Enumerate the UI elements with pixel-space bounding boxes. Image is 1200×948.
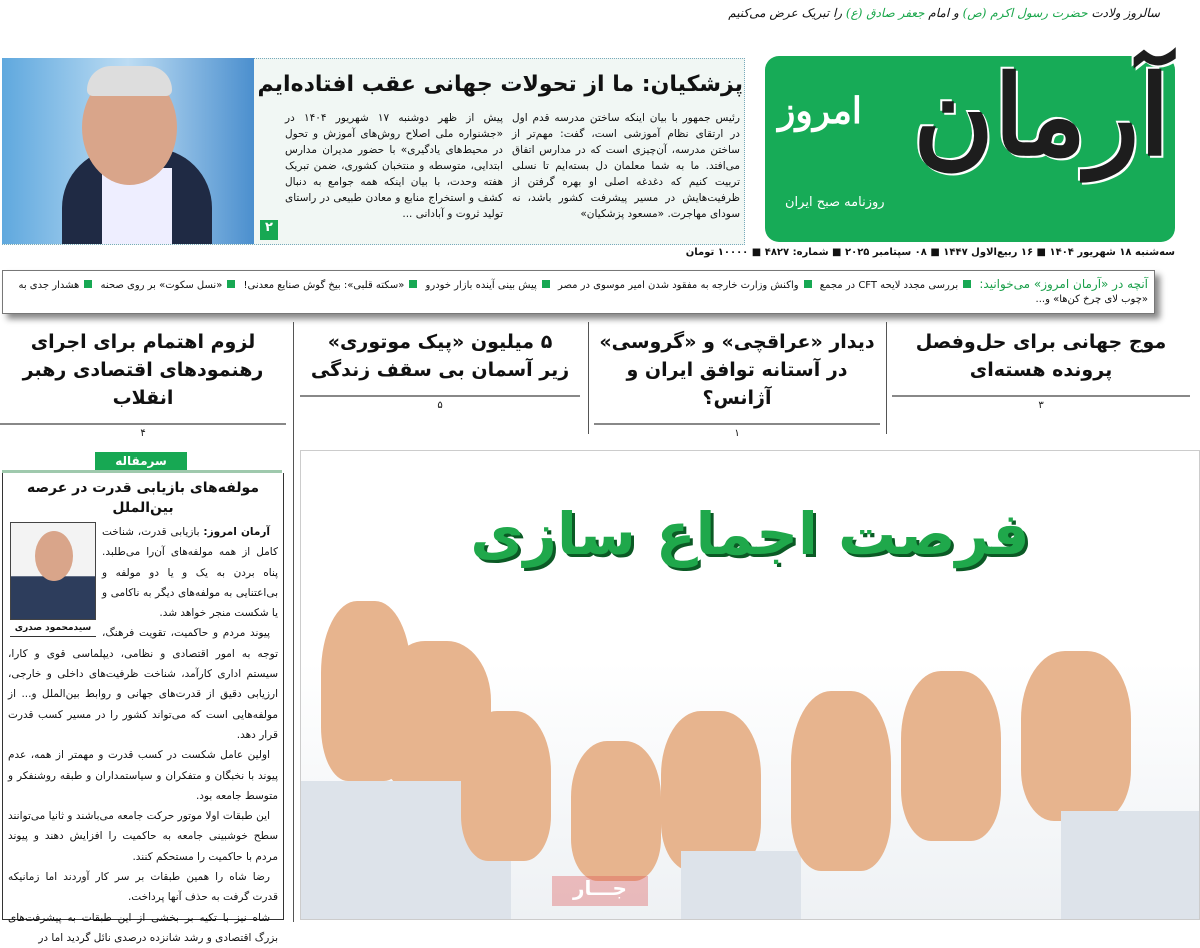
headline-4[interactable]: لزوم اهتمام برای اجرای رهنمودهای اقتصادی رهبر انقلاب ۴ [0,328,286,432]
contents-ticker [2,270,1155,314]
masthead-banner: سالروز ولادت حضرت رسول اکرم (ص) و امام جعفر صادق (ع) را تبریک عرض می‌کنیم [728,6,1160,20]
editorial-title[interactable]: مولفه‌های بازیابی قدرت در عرصه بین‌الملل [27,480,259,516]
column-divider [886,322,887,434]
column-divider [293,322,294,922]
ticker-item[interactable]: «سکته قلبی»: بیخ گوش صنایع معدنی! [243,280,405,291]
dateline: سه‌شنبه ۱۸ شهریور ۱۴۰۴ ■ ۱۶ ربیع‌الاول ۱۴۴۷ ■ ۰۸ سپتامبر ۲۰۲۵ ■ شماره: ۴۸۲۷ ■ ۱۰۰۰۰ تومان [685,247,1175,258]
ticker-item[interactable]: واکنش وزارت خارجه به مفقود شدن امیر موسوی در مصر [557,280,799,291]
ticker-item[interactable]: پیش بینی آینده بازار خودرو [425,280,537,291]
top-story-column-left: پیش از ظهر دوشنبه ۱۷ شهریور ۱۴۰۴ در «جشنواره ملی اصلاح روش‌های آموزش و تحول در محیط‌های یادگیری» با حضور مدیران مدارس ابتدایی، متوسطه و منتخبان کشوری، ضمن تبریک هفته وحدت، با بیان اینکه همه جوامع به دنبال کشف و استخراج منابع و معادن طبیعی در راستای تولید ثروت و آبادانی ... [285,112,503,220]
column-divider [588,322,589,434]
president-photo [2,58,254,244]
page-number-badge: ۲ [260,220,278,240]
logo-subtitle: امروز [778,90,862,132]
editorial-body: مولفه‌های بازیابی قدرت در عرصه بین‌الملل سیدمحمود صدری آرمان امروز: بازیابی قدرت، شناخت کامل از همه مولفه‌های آن‌را می‌طلبد. پناه بردن به یک و یا دو مولفه و بی‌اعتنایی به مولفه‌های دیگر به ناکامی و یا شکست منجر خواهد شد. پیوند مردم و حاکمیت، تقویت فرهنگ، توجه به امور اقتصادی و نظامی، دیپلماسی قوی و کارا، سیستم اداری کارآمد، شناخت ظرفیت‌های داخلی و خارجی، ارزیابی دقیق از قدرت‌های جهانی و روابط بین‌الملل و... از مولفه‌هایی است که می‌تواند کشور را در مسیر کسب قدرت قرار دهد. اولین عامل شکست در کسب قدرت و مهمتر از همه، عدم پیوند با نخبگان و متفکران و سیاستمداران و طبقه روشنفکر و متوسط جامعه بود. این طبقات اولا موتور حرکت جامعه می‌باشند و ثانیا می‌توانند سطح خوشبینی جامعه به حاکمیت را افزایش دهند و پیوند مردم با حاکمیت را مستحکم کنند. رضا شاه را همین طبقات بر سر کار آوردند اما زمانیکه قدرت گرفت به حذف آنها پرداخت. شاه نیز با تکیه بر بخشی از این طبقات به پیشرفت‌های بزرگ اقتصادی و رشد شانزده درصدی نائل گردید اما در [8,480,278,944]
top-story-column-right: رئیس جمهور با بیان اینکه ساختن مدرسه قدم اول در ارتقای نظام آموزشی است، گفت: مهم‌تر از ساختن مدرسه، آن‌چیزی است که در مدارس اتفاق می‌افتد. ما به شما معلمان دل بسته‌ایم تا نسلی تربیت کنیم که دغدغه اصلی او بهره گرفتن از ظرفیت‌هایش در مسیر پیشرفت کشور باشد، نه سودای مهاجرت. «مسعود پزشکیان» [512,112,740,220]
headline-2[interactable]: دیدار «عراقچی» و «گروسی» در آستانه توافق ایران و آژانس؟ ۱ [594,328,880,432]
author-photo [10,522,96,620]
ticker-item[interactable]: «نسل سکوت» بر روی صحنه [100,280,223,291]
top-story-headline[interactable]: پزشکیان: ما از تحولات جهانی عقب افتاده‌ایم [257,72,743,97]
ticker-item[interactable]: هشدار جدی به «چوب لای چرخ کن‌ها» و... [18,280,1148,305]
editorial-label: سرمقاله [95,452,187,470]
main-headline[interactable]: فرصت اجماع سازی [470,500,1030,568]
headline-1[interactable]: موج جهانی برای حل‌وفصل پرونده هسته‌ای ۳ [892,328,1190,404]
headline-3[interactable]: ۵ میلیون «پیک موتوری» زیر آسمان بی سقف زندگی ۵ [300,328,580,404]
author-name: سیدمحمود صدری [10,620,96,637]
ticker-lead: آنچه در «آرمان امروز» می‌خوانید: [979,277,1148,291]
watermark: جـــار [552,876,648,906]
logo-tagline: روزنامه صبح ایران [785,195,885,210]
ticker-item[interactable]: بررسی مجدد لایحه CFT در مجمع [819,280,959,291]
newspaper-logo: آرمان [913,51,1170,180]
